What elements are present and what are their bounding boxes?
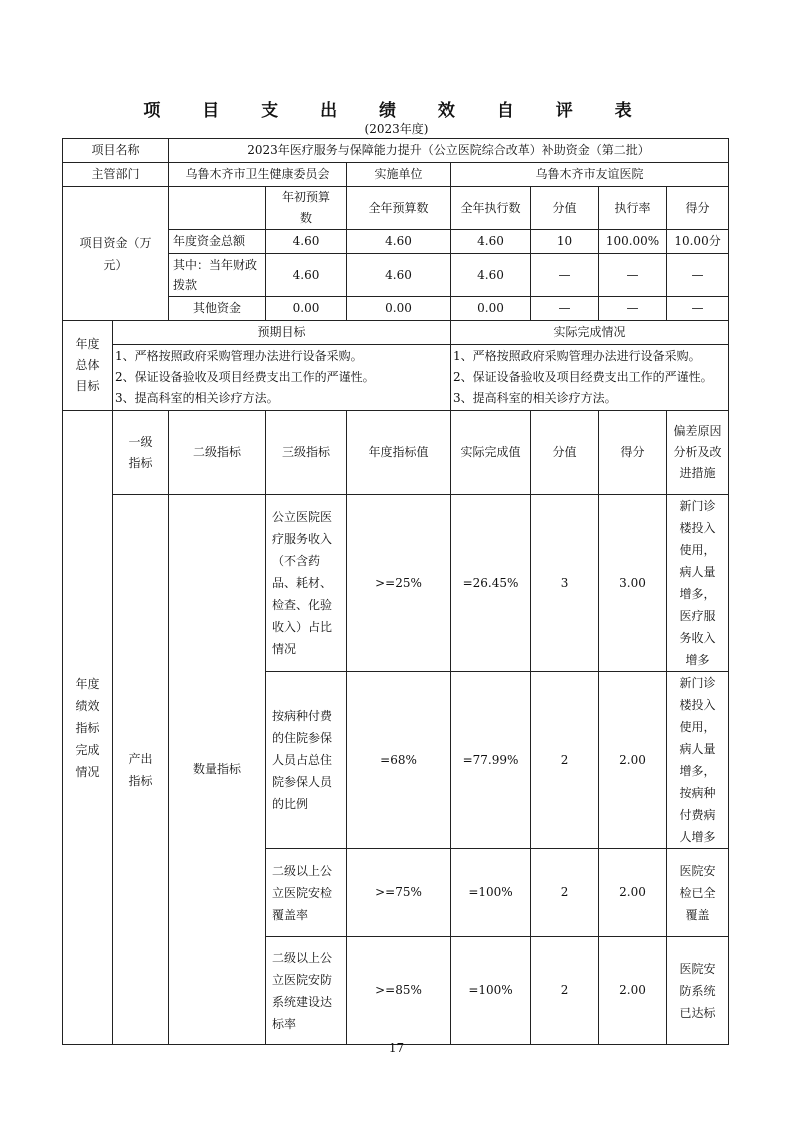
indicator-header: 得分 — [599, 411, 667, 495]
score-value: 2 — [531, 937, 599, 1045]
funds-cell: — — [531, 254, 599, 297]
funds-cell: — — [667, 254, 729, 297]
indicator-header: 一级指标 — [113, 411, 169, 495]
funds-cell: 0.00 — [266, 297, 347, 321]
target-value: =68% — [347, 672, 451, 849]
reason-text: 医院安检已全覆盖 — [667, 849, 729, 937]
funds-cell: 4.60 — [266, 230, 347, 254]
impl-label: 实施单位 — [347, 163, 451, 187]
page-title: 项 目 支 出 绩 效 自 评 表 — [143, 101, 650, 121]
level3-indicator: 二级以上公立医院安防系统建设达标率 — [266, 937, 347, 1045]
level3-indicator: 二级以上公立医院安检覆盖率 — [266, 849, 347, 937]
funds-header: 得分 — [667, 187, 729, 230]
funds-label — [63, 187, 169, 321]
funds-cell: — — [599, 297, 667, 321]
funds-cell: — — [599, 254, 667, 297]
reason-text: 医院安防系统已达标 — [667, 937, 729, 1045]
funds-header: 全年预算数 — [347, 187, 451, 230]
funds-cell: 0.00 — [347, 297, 451, 321]
funds-cell: 4.60 — [347, 254, 451, 297]
performance-table — [62, 138, 729, 1045]
funds-cell: 4.60 — [451, 230, 531, 254]
funds-row-label: 年度资金总额 — [169, 230, 266, 254]
score-value: 3 — [531, 495, 599, 672]
indicator-header: 二级指标 — [169, 411, 266, 495]
funds-cell: 4.60 — [266, 254, 347, 297]
funds-cell: 4.60 — [451, 254, 531, 297]
score-value: 2 — [531, 849, 599, 937]
actual-value: =77.99% — [451, 672, 531, 849]
got-value: 2.00 — [599, 849, 667, 937]
project-name-label: 项目名称 — [63, 139, 169, 163]
funds-row-label: 其中：当年财政拨款 — [169, 254, 266, 297]
indicator-header: 三级指标 — [266, 411, 347, 495]
funds-row-label: 其他资金 — [169, 297, 266, 321]
level3-indicator: 公立医院医疗服务收入（不含药品、耗材、检查、化验收入）占比情况 — [266, 495, 347, 672]
funds-header: 年初预算数 — [266, 187, 347, 230]
dept-value: 乌鲁木齐市卫生健康委员会 — [169, 163, 347, 187]
level2-indicator: 数量指标 — [169, 495, 266, 1045]
funds-cell: 100.00% — [599, 230, 667, 254]
indicator-header: 实际完成值 — [451, 411, 531, 495]
project-name: 2023年医疗服务与保障能力提升（公立医院综合改革）补助资金（第二批） — [169, 139, 729, 163]
funds-cell: 4.60 — [347, 230, 451, 254]
level3-indicator: 按病种付费的住院参保人员占总住院参保人员的比例 — [266, 672, 347, 849]
funds-header: 分值 — [531, 187, 599, 230]
actual-goal-header: 实际完成情况 — [451, 321, 729, 345]
page-subtitle: (2023年度) — [364, 122, 429, 136]
actual-goal-text: 1、严格按照政府采购管理办法进行设备采购。 2、保证设备验收及项目经费支出工作的严谨性。 3、提高科室的相关诊疗方法。 — [451, 345, 729, 411]
impl-value: 乌鲁木齐市友谊医院 — [451, 163, 729, 187]
actual-value: =26.45% — [451, 495, 531, 672]
funds-cell: 10.00分 — [667, 230, 729, 254]
reason-text: 新门诊楼投入使用，病人量增多，按病种付费病人增多 — [667, 672, 729, 849]
goals-label: 年度总体目标 — [63, 321, 113, 411]
actual-value: =100% — [451, 937, 531, 1045]
funds-header-blank — [169, 187, 266, 230]
got-value: 2.00 — [599, 672, 667, 849]
reason-text: 新门诊楼投入使用，病人量增多，医疗服务收入增多 — [667, 495, 729, 672]
expected-goal-header: 预期目标 — [113, 321, 451, 345]
dept-label: 主管部门 — [63, 163, 169, 187]
funds-cell: 0.00 — [451, 297, 531, 321]
got-value: 3.00 — [599, 495, 667, 672]
indicator-header: 分值 — [531, 411, 599, 495]
target-value: >=85% — [347, 937, 451, 1045]
funds-cell: — — [667, 297, 729, 321]
indicator-header: 偏差原因分析及改进措施 — [667, 411, 729, 495]
indicators-section-label: 年度绩效指标完成情况 — [63, 411, 113, 1045]
page-number: 17 — [388, 1041, 405, 1055]
score-value: 2 — [531, 672, 599, 849]
funds-label-text: 项目资金（万元） — [79, 235, 152, 272]
target-value: >=75% — [347, 849, 451, 937]
funds-header: 全年执行数 — [451, 187, 531, 230]
target-value: >=25% — [347, 495, 451, 672]
funds-header: 执行率 — [599, 187, 667, 230]
got-value: 2.00 — [599, 937, 667, 1045]
actual-value: =100% — [451, 849, 531, 937]
level1-indicator: 产出指标 — [113, 495, 169, 1045]
expected-goal-text: 1、严格按照政府采购管理办法进行设备采购。 2、保证设备验收及项目经费支出工作的严谨性。 3、提高科室的相关诊疗方法。 — [113, 345, 451, 411]
indicator-header: 年度指标值 — [347, 411, 451, 495]
funds-cell: 10 — [531, 230, 599, 254]
funds-cell: — — [531, 297, 599, 321]
